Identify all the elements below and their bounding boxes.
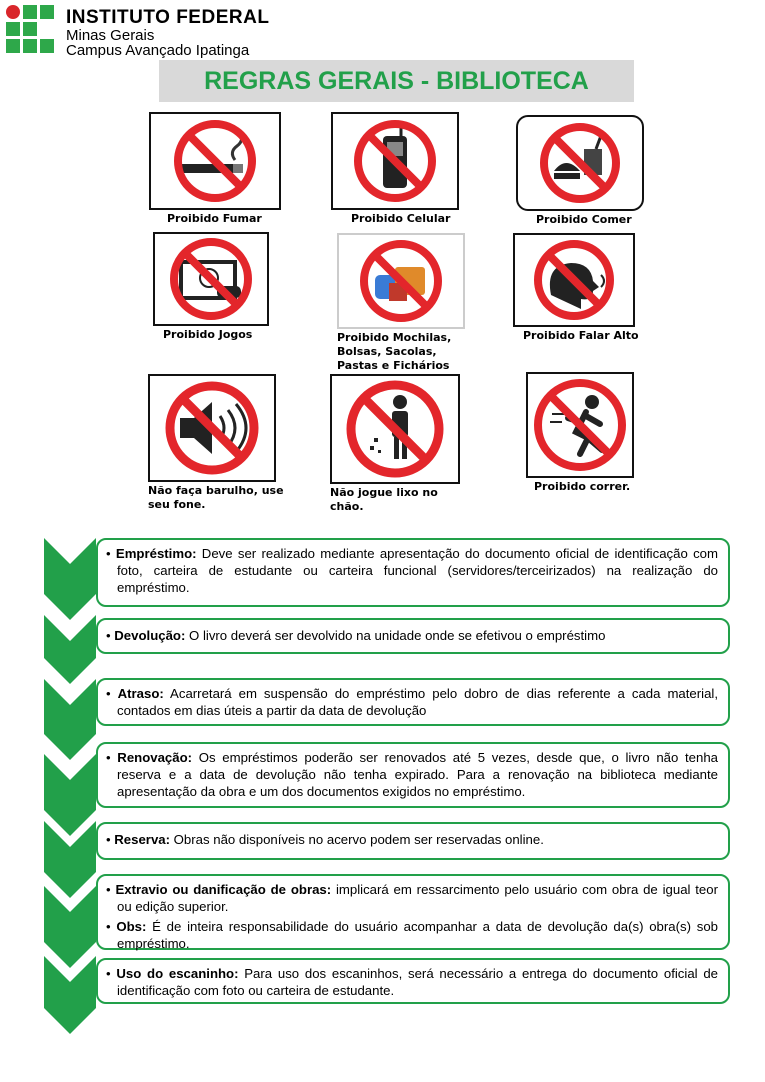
sign-no-bags bbox=[337, 233, 467, 373]
sign-caption: Proibido Celular bbox=[351, 212, 451, 225]
institution-header bbox=[66, 8, 269, 58]
rule-extravio: • Extravio ou danificação de obras: implicará em ressarcimento pelo usuário com obra de igual teor ou edição superior. • Obs: É de inteira responsabilidade do usuário acompanhar a data de devolução da(s) obra(s) sob empréstimo. bbox=[96, 874, 730, 950]
rule-renovacao: • Renovação: Os empréstimos poderão ser renovados até 5 vezes, desde que, o livro não tenha reserva e a data de devolução não tenha expirado. Para a renovação na biblioteca mediante apresentação da obra e um dos documentos exigidos no empréstimo. bbox=[96, 742, 730, 808]
sign-caption: Proibido correr. bbox=[534, 480, 631, 493]
no-bags-icon bbox=[339, 235, 463, 327]
rule-devolucao: • Devolução: O livro deverá ser devolvido na unidade onde se efetivou o empréstimo bbox=[96, 618, 730, 654]
sign-caption: Não jogue lixo no chão. bbox=[330, 486, 438, 513]
no-noise-icon bbox=[150, 376, 274, 480]
no-running-icon bbox=[528, 374, 632, 476]
sign-caption: Proibido Comer bbox=[536, 213, 632, 226]
sign-no-eating bbox=[516, 115, 644, 227]
sign-caption: Proibido Fumar bbox=[167, 212, 262, 225]
no-eating-icon bbox=[518, 117, 642, 209]
institution-state: Minas Gerais bbox=[66, 27, 155, 44]
sign-no-running bbox=[526, 372, 634, 494]
institution-name: INSTITUTO FEDERAL bbox=[66, 7, 270, 28]
sign-no-smoking bbox=[149, 112, 281, 226]
no-games-icon bbox=[155, 234, 267, 324]
no-cellphone-icon bbox=[333, 114, 457, 208]
sign-no-littering bbox=[330, 374, 460, 514]
sign-caption: Proibido Mochilas, Bolsas, Sacolas, Pastas e Fichários bbox=[337, 331, 452, 372]
no-littering-icon bbox=[332, 376, 458, 482]
if-logo bbox=[6, 5, 58, 55]
rule-reserva: • Reserva: Obras não disponíveis no acervo podem ser reservadas online. bbox=[96, 822, 730, 860]
no-smoking-icon bbox=[151, 114, 279, 208]
institution-campus: Campus Avançado Ipatinga bbox=[66, 42, 250, 59]
sign-no-games bbox=[153, 232, 269, 342]
rules-chevron-column bbox=[44, 538, 96, 1034]
sign-caption: Proibido Jogos bbox=[163, 328, 253, 341]
sign-caption: Proibido Falar Alto bbox=[523, 329, 639, 342]
title-bar bbox=[159, 60, 634, 102]
sign-no-loud-talking bbox=[513, 233, 639, 343]
sign-no-noise bbox=[148, 374, 288, 512]
rule-atraso: • Atraso: Acarretará em suspensão do empréstimo pelo dobro de dias referente a cada material, contados em dias úteis a partir da data de devolução bbox=[96, 678, 730, 726]
sign-caption: Não faça barulho, use seu fone. bbox=[148, 484, 284, 511]
rule-emprestimo: • Empréstimo: Deve ser realizado mediante apresentação do documento oficial de identificação com foto, carteira de estudante ou carteira funcional (servidores/terceirizados) na realização do empréstimo. bbox=[96, 538, 730, 607]
sign-no-cellphone bbox=[331, 112, 459, 226]
rule-escaninho: • Uso do escaninho: Para uso dos escaninhos, será necessário a entrega do documento oficial de identificação com foto ou carteira de estudante. bbox=[96, 958, 730, 1004]
no-loud-talking-icon bbox=[515, 235, 633, 325]
page-title: REGRAS GERAIS - BIBLIOTECA bbox=[204, 66, 589, 95]
